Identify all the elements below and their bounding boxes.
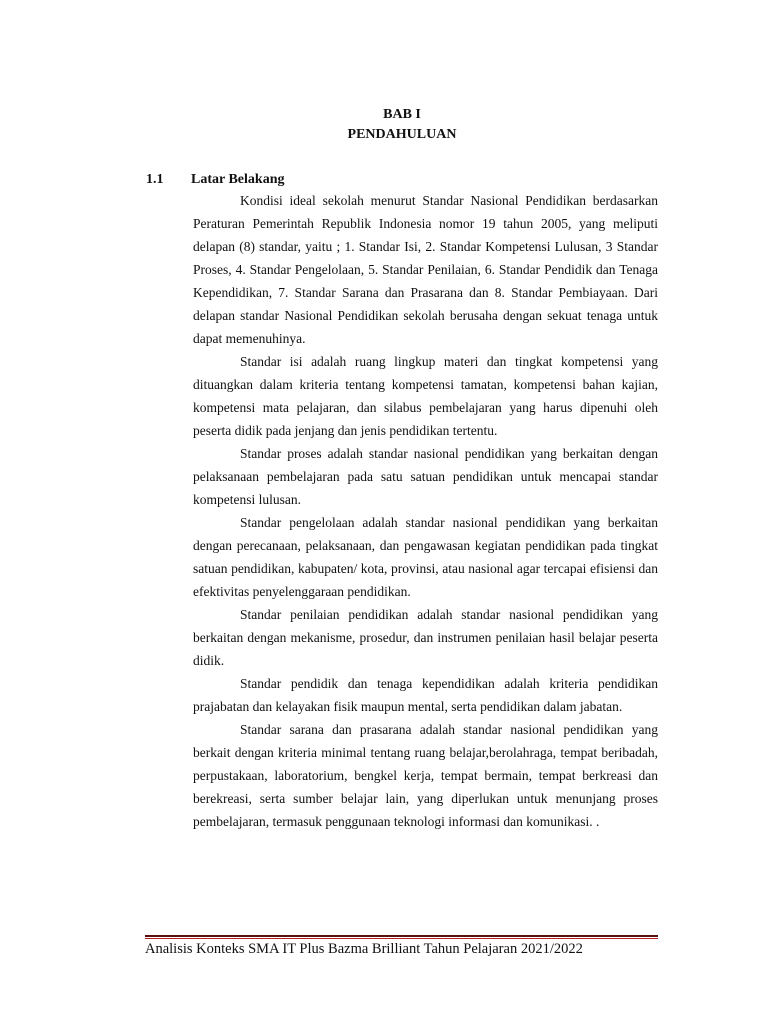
footer-rule-red (145, 938, 658, 939)
chapter-title: PENDAHULUAN (347, 127, 457, 142)
paragraph-standar-pengelolaan: Standar pengelolaan adalah standar nasional pendidikan yang berkaitan dengan perecanaan, pelaksanaan, dan pengawasan kegiatan pendidikan pada tingkat satuan pendidikan, kabupaten/ kota, provinsi, atau nasional agar tercapai efisiensi dan efektivitas penyelenggaraan pendidikan. (193, 515, 658, 599)
paragraph-standar-sarana: Standar sarana dan prasarana adalah standar nasional pendidikan yang berkait dengan kriteria minimal tentang ruang belajar,berolahraga, tempat beribadah, perpustakaan, laboratorium, bengkel kerja, tempat bermain, tempat berkreasi dan berekreasi, serta sumber belajar lain, yang diperlukan untuk menunjang proses pembelajaran, termasuk penggunaan teknologi informasi dan komunikasi. . (193, 722, 658, 829)
chapter-number: BAB I (383, 107, 421, 122)
paragraph-standar-penilaian: Standar penilaian pendidikan adalah standar nasional pendidikan yang berkaitan dengan mekanisme, prosedur, dan instrumen penilaian hasil belajar peserta didik. (193, 607, 658, 668)
page-footer: Analisis Konteks SMA IT Plus Bazma Brilliant Tahun Pelajaran 2021/2022 (145, 941, 583, 957)
paragraph-standar-pendidik: Standar pendidik dan tenaga kependidikan adalah kriteria pendidikan prajabatan dan kelayakan fisik maupun mental, serta pendidikan dalam jabatan. (193, 676, 658, 714)
footer-rule-dark (145, 935, 658, 937)
section-title: Latar Belakang (191, 172, 285, 187)
paragraph-intro: Kondisi ideal sekolah menurut Standar Nasional Pendidikan berdasarkan Peraturan Pemerintah Republik Indonesia nomor 19 tahun 2005, yang meliputi delapan (8) standar, yaitu ; 1. Standar Isi, 2. Standar Kompetensi Lulusan, 3 Standar Proses, 4. Standar Pengelolaan, 5. Standar Penilaian, 6. Standar Pendidik dan Tenaga Kependidikan, 7. Standar Sarana dan Prasarana dan 8. Standar Pembiayaan. Dari delapan standar Nasional Pendidikan sekolah berusaha dengan sekuat tenaga untuk dapat memenuhinya. (193, 193, 658, 346)
section-number: 1.1 (146, 172, 164, 187)
body-text (193, 189, 658, 833)
paragraph-standar-isi: Standar isi adalah ruang lingkup materi dan tingkat kompetensi yang dituangkan dalam kriteria tentang kompetensi tamatan, kompetensi bahan kajian, kompetensi mata pelajaran, dan silabus pembelajaran yang harus dipenuhi oleh peserta didik pada jenjang dan jenis pendidikan tertentu. (193, 354, 658, 438)
paragraph-standar-proses: Standar proses adalah standar nasional pendidikan yang berkaitan dengan pelaksanaan pembelajaran pada satu satuan pendidikan untuk mencapai standar kompetensi lulusan. (193, 446, 658, 507)
